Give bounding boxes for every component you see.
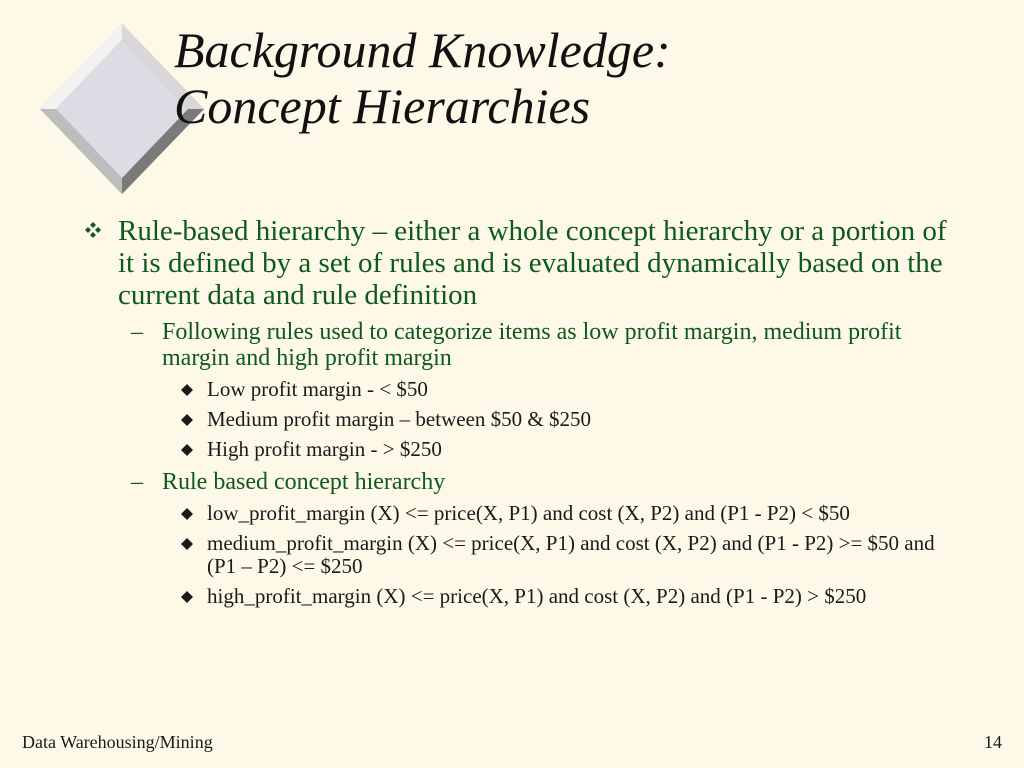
list-item-text: high_profit_margin (X) <= price(X, P1) and cost (X, P2) and (P1 - P2) > $250 <box>207 584 867 608</box>
sub-bullet-rules-text: Following rules used to categorize items as low profit margin, medium profit margin and high profit margin <box>162 319 902 371</box>
dash-bullet: – <box>131 319 143 345</box>
list-item-text: medium_profit_margin (X) <= price(X, P1) and cost (X, P2) and (P1 - P2) >= $50 and (P1 – P2) <= $250 <box>207 531 935 578</box>
list-item-text: low_profit_margin (X) <= price(X, P1) and cost (X, P2) and (P1 - P2) < $50 <box>207 501 850 525</box>
diamond-bullet-icon <box>181 591 193 603</box>
diamond-bullet-icon <box>181 384 193 396</box>
list-item <box>181 378 952 401</box>
sub-bullet-rule-hierarchy-text: Rule based concept hierarchy <box>162 469 446 495</box>
sub-bullet-rule-hierarchy <box>131 469 964 495</box>
slide-content <box>84 215 964 608</box>
diamond-bullet-icon <box>181 414 193 426</box>
list-item <box>181 585 952 608</box>
slide-title <box>174 22 671 134</box>
footer-course-title: Data Warehousing/Mining <box>22 732 213 752</box>
title-line-2: Concept Hierarchies <box>174 78 591 134</box>
title-line-1: Background Knowledge: <box>174 22 671 78</box>
four-diamond-bullet-icon <box>84 221 102 239</box>
main-bullet <box>84 215 964 311</box>
diamond-bullet-icon <box>181 508 193 520</box>
diamond-bullet-icon <box>181 444 193 456</box>
page-number: 14 <box>984 732 1002 752</box>
list-item-text: Medium profit margin – between $50 & $250 <box>207 407 591 431</box>
sub-bullet-rules <box>131 319 964 371</box>
main-bullet-text: Rule-based hierarchy – either a whole concept hierarchy or a portion of it is defined by a set of rules and is evaluated dynamically based on the current data and rule definition <box>118 215 947 311</box>
list-item <box>181 438 952 461</box>
list-item <box>181 532 952 578</box>
dash-bullet: – <box>131 469 143 495</box>
list-item <box>181 502 952 525</box>
list-item-text: High profit margin - > $250 <box>207 437 442 461</box>
diamond-bullet-icon <box>181 538 193 550</box>
list-item <box>181 408 952 431</box>
list-item-text: Low profit margin - < $50 <box>207 377 428 401</box>
